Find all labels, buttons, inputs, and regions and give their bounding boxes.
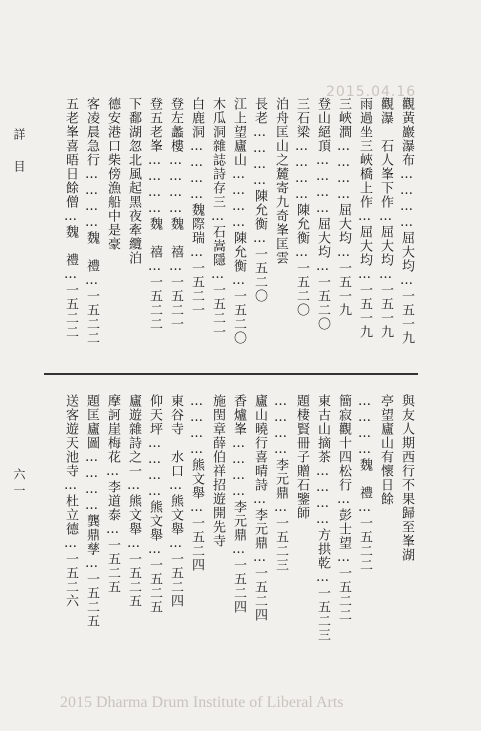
toc-entry: …………熊文舉…一五二四 — [189, 394, 204, 572]
toc-entry: 長老…………陳允衡…一五二〇 — [252, 97, 267, 303]
toc-entry: 客凌晨急行…………魏 禮…一五二二 — [84, 97, 99, 345]
toc-entry: 登左蠡樓…………魏 禧…一五二一 — [168, 97, 183, 331]
toc-entry: 題棲賢冊子贈石鑒師 — [294, 394, 309, 520]
divider-rule — [44, 373, 418, 375]
toc-entry: 五老峯喜晤日餘僧…魏 禮…一五二二 — [63, 97, 78, 339]
toc-entry: 三石梁…………陳允衡…一五二〇 — [294, 97, 309, 317]
toc-entry: 三峽澗…………屈大均…一五一九 — [336, 97, 351, 317]
toc-entry: 摩訶崖梅花…李道泰…一五二五 — [105, 394, 120, 594]
toc-entry: 東古山摘茶…………方拱乾…一五二三 — [315, 394, 330, 642]
institute-watermark: 2015 Dharma Drum Institute of Liberal Arts — [60, 694, 344, 711]
toc-entry: 木瓜洞雜誌詩存三…石嵩隱…一五二一 — [210, 97, 225, 339]
toc-entry: …………李元鼎…一五二三 — [273, 394, 288, 572]
toc-entry: 東谷寺 水口…熊文舉…一五二四 — [168, 394, 183, 608]
toc-entry: 亭望廬山有懷日餘 — [378, 394, 393, 506]
toc-entry: 登山絕頂…………屈大均…一五二〇 — [315, 97, 330, 331]
toc-entry: 德安港口柴傍漁船中是豪 — [105, 97, 120, 251]
toc-entry: 江上望廬山…………陳允衡…一五二〇 — [231, 97, 246, 345]
toc-entry: 登五老峯…………魏 禧…一五二二 — [147, 97, 162, 331]
toc-entry: 觀黃巖瀑布…………屈大均…一五一九 — [399, 97, 414, 345]
toc-entry: 雨過坐三峽橋上作…屈大均…一五一九 — [357, 97, 372, 339]
toc-entry: 仰天坪…………熊文舉…一五二五 — [147, 394, 162, 614]
toc-entry: 下鄱湖忽北風起黑夜牽纜泊 — [126, 97, 141, 265]
toc-entry: 簡寂觀十四松行…彭士望…一五二二 — [336, 394, 351, 622]
toc-entry: 觀瀑 石人峯下作…屈大均…一五一九 — [378, 97, 393, 339]
toc-entry: 泊舟匡山之麓寄九奇峯匡雲 — [273, 97, 288, 265]
toc-entry: 香爐峯…………李元鼎…一五二四 — [231, 394, 246, 614]
toc-entry: …………魏 禮…一五二二 — [357, 394, 372, 572]
toc-entry: 送客遊天池寺…杜立德…一五二六 — [63, 394, 78, 608]
toc-entry: 與友人期西行不果歸至峯湖 — [399, 394, 414, 562]
toc-entry: 廬遊雜詩之一…熊文舉…一五二五 — [126, 394, 141, 608]
toc-entry: 題匡廬圖…………龔鼎孳…一五二五 — [84, 394, 99, 628]
toc-entry: 廬山曉行喜晴詩…李元鼎…一五二四 — [252, 394, 267, 622]
section-title: 詳目 — [12, 128, 26, 192]
toc-entry: 白鹿洞…………魏際瑞…一五二一 — [189, 97, 204, 317]
date-stamp: 2015.04.16 — [326, 84, 417, 100]
toc-entry: 施閏章薛伯祥招遊開先寺 — [210, 394, 225, 548]
page-number: 六一 — [12, 468, 26, 500]
